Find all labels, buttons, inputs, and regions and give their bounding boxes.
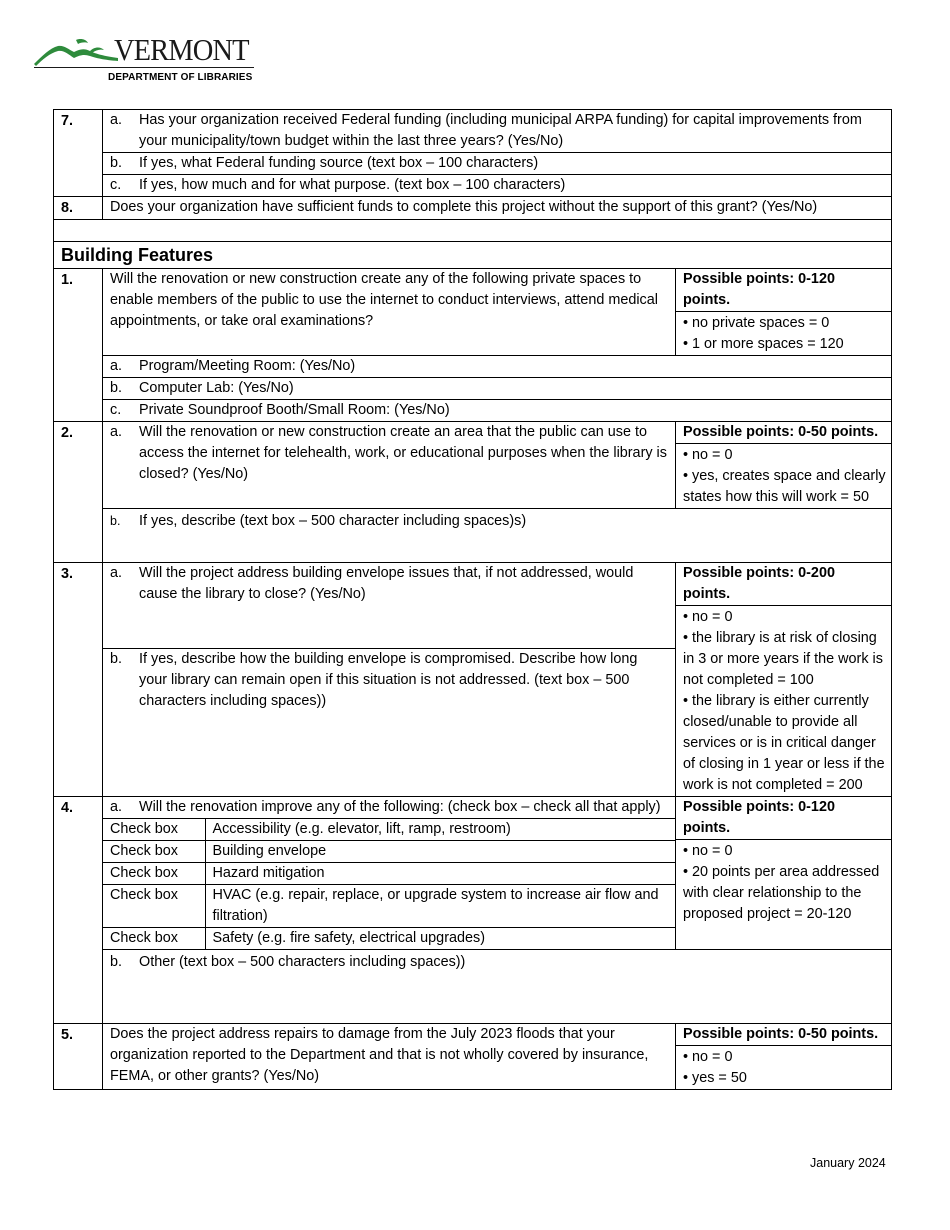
bf1-text: Will the renovation or new construction create any of the following private spaces to enable members of the public to use the internet to conduct interviews, attend medical appointments, or take oral examinations? <box>110 271 658 329</box>
bf4-b-letter: b. <box>110 954 123 970</box>
bf1-row-c <box>54 400 892 422</box>
bf4-check-label: Building envelope <box>205 841 675 863</box>
bf1-point: • 1 or more spaces = 120 <box>683 336 844 352</box>
bf1-points-body <box>676 312 891 355</box>
bf4-check-box[interactable]: Check box <box>103 928 205 950</box>
bf4-check-row <box>103 841 675 863</box>
logo-wordmark: VERMONT <box>114 32 249 67</box>
q7-a-text: Has your organization received Federal funding (including municipal ARPA funding) for capital improvements from your municipality/town budget within the last three years? (Yes/No) <box>139 112 862 149</box>
application-table <box>53 109 892 1090</box>
bf3-b-letter: b. <box>110 651 123 667</box>
bf4-check-box[interactable]: Check box <box>103 885 205 928</box>
bf2-a-letter: a. <box>110 424 123 440</box>
bf5-cell <box>103 1024 676 1090</box>
section-header-cell <box>54 242 892 269</box>
bf4-points-cell <box>676 797 892 950</box>
bf5-row <box>54 1024 892 1090</box>
bf2-b-text: If yes, describe (text box – 500 character including spaces)s) <box>139 513 527 529</box>
q7-a-cell <box>103 110 892 153</box>
q8-number: 8. <box>54 197 103 220</box>
page-header <box>34 30 264 90</box>
bf5-number: 5. <box>54 1024 103 1090</box>
bf4-check-row <box>103 885 675 928</box>
q7-row-a <box>54 110 892 153</box>
bf1-row-main <box>54 269 892 356</box>
spacer-row <box>54 220 892 242</box>
bf1-a-text: Program/Meeting Room: (Yes/No) <box>139 358 356 374</box>
bf2-a-cell[interactable] <box>103 422 676 509</box>
q7-b-letter: b. <box>110 155 123 171</box>
q7-row-c <box>54 175 892 197</box>
bf4-row-a <box>54 797 892 950</box>
bf1-b-letter: b. <box>110 380 123 396</box>
bf1-points-header: Possible points: 0-120 points. <box>676 269 891 312</box>
bf5-points-body <box>676 1046 891 1089</box>
bf4-b-cell[interactable] <box>103 950 892 1024</box>
bf2-number: 2. <box>54 422 103 563</box>
bf2-a-text: Will the renovation or new construction create an area that the public can use to access the internet for telehealth, work, or educational purposes when the library is closed? (Yes/No) <box>139 424 667 482</box>
section-title: Building Features <box>61 245 214 265</box>
bf1-row-a <box>54 356 892 378</box>
bf3-row-a <box>54 563 892 649</box>
q8-row <box>54 197 892 220</box>
bf5-points-header: Possible points: 0-50 points. <box>676 1024 891 1046</box>
q7-a-letter: a. <box>110 112 123 128</box>
bf4-check-box[interactable]: Check box <box>103 819 205 841</box>
bf1-point: • no private spaces = 0 <box>683 315 830 331</box>
bf2-b-letter: b. <box>110 514 121 528</box>
bf4-point: • no = 0 <box>683 843 733 859</box>
bf4-check-label: Hazard mitigation <box>205 863 675 885</box>
bf3-points-cell <box>676 563 892 797</box>
q8-cell <box>103 197 892 220</box>
q7-number: 7. <box>54 110 103 197</box>
q7-b-cell[interactable] <box>103 153 892 175</box>
section-header-row <box>54 242 892 269</box>
bf2-point: • no = 0 <box>683 447 733 463</box>
bf4-a-text: Will the renovation improve any of the following: (check box – check all that apply) <box>139 799 661 815</box>
bf1-question-cell <box>103 269 676 356</box>
bf4-point: • 20 points per area addressed with clear relationship to the proposed project = 20-120 <box>683 864 880 922</box>
bf5-point: • yes = 50 <box>683 1070 747 1086</box>
bf1-c-cell[interactable] <box>103 400 892 422</box>
bf4-check-row <box>103 819 675 841</box>
bf4-a-letter: a. <box>110 799 123 815</box>
bf3-points-body <box>676 606 891 796</box>
bf3-point: • no = 0 <box>683 609 733 625</box>
bf4-check-row <box>103 928 675 950</box>
bf4-check-label: HVAC (e.g. repair, replace, or upgrade system to increase air flow and filtration) <box>205 885 675 928</box>
bf1-number: 1. <box>54 269 103 422</box>
bf1-row-b <box>54 378 892 400</box>
logo-divider <box>34 67 254 68</box>
footer-date: January 2024 <box>810 1156 886 1170</box>
q7-c-text: If yes, how much and for what purpose. (text box – 100 characters) <box>139 177 566 193</box>
bf1-a-cell[interactable] <box>103 356 892 378</box>
bf4-check-row <box>103 863 675 885</box>
q7-row-b <box>54 153 892 175</box>
bf2-points-header: Possible points: 0-50 points. <box>676 422 891 444</box>
bf3-number: 3. <box>54 563 103 797</box>
bf5-text: Does the project address repairs to damage from the July 2023 floods that your organization reported to the Department and that is not wholly covered by insurance, FEMA, or other grants? (Yes/No) <box>110 1026 649 1084</box>
bf2-row-a <box>54 422 892 509</box>
bf3-b-cell[interactable] <box>103 649 676 797</box>
bf3-a-cell[interactable] <box>103 563 676 649</box>
bf4-points-header: Possible points: 0-120 points. <box>676 797 891 840</box>
bf5-point: • no = 0 <box>683 1049 733 1065</box>
bf1-a-letter: a. <box>110 358 123 374</box>
bf3-a-text: Will the project address building envelope issues that, if not addressed, would cause the library to close? (Yes/No) <box>139 565 634 602</box>
bf1-b-cell[interactable] <box>103 378 892 400</box>
bf2-points-cell <box>676 422 892 509</box>
bf2-b-cell[interactable] <box>103 509 892 563</box>
spacer-cell <box>54 220 892 242</box>
bf3-point: • the library is at risk of closing in 3 or more years if the work is not completed = 100 <box>683 630 883 688</box>
bf1-c-letter: c. <box>110 402 122 418</box>
bf1-b-text: Computer Lab: (Yes/No) <box>139 380 294 396</box>
bf3-points-header: Possible points: 0-200 points. <box>676 563 891 606</box>
bf4-check-label: Safety (e.g. fire safety, electrical upgrades) <box>205 928 675 950</box>
q7-c-cell[interactable] <box>103 175 892 197</box>
bf4-row-b <box>54 950 892 1024</box>
bf1-points-cell <box>676 269 892 356</box>
mountain-logo-icon <box>34 34 118 68</box>
bf5-points-cell <box>676 1024 892 1090</box>
bf4-b-text: Other (text box – 500 characters including spaces)) <box>139 954 466 970</box>
bf4-check-label: Accessibility (e.g. elevator, lift, ramp, restroom) <box>205 819 675 841</box>
bf3-b-text: If yes, describe how the building envelope is compromised. Describe how long your library can remain open if this situation is not addressed. (text box – 500 characters including spaces)) <box>139 651 638 709</box>
bf3-a-letter: a. <box>110 565 123 581</box>
bf4-check-box[interactable]: Check box <box>103 863 205 885</box>
bf4-checkbox-table <box>103 818 675 949</box>
q8-text: Does your organization have sufficient funds to complete this project without the support of this grant? (Yes/No) <box>110 199 818 215</box>
bf4-check-box[interactable]: Check box <box>103 841 205 863</box>
bf2-points-body <box>676 444 891 508</box>
q7-c-letter: c. <box>110 177 122 193</box>
bf3-point: • the library is either currently closed/unable to provide all services or is in critical danger of closing in 1 year or less if the work is not completed = 200 <box>683 693 885 793</box>
bf4-points-body <box>676 840 891 925</box>
bf2-point: • yes, creates space and clearly states how this will work = 50 <box>683 468 886 505</box>
bf2-row-b <box>54 509 892 563</box>
bf4-number: 4. <box>54 797 103 1024</box>
q7-b-text: If yes, what Federal funding source (text box – 100 characters) <box>139 155 539 171</box>
bf1-c-text: Private Soundproof Booth/Small Room: (Yes/No) <box>139 402 450 418</box>
department-name: DEPARTMENT OF LIBRARIES <box>108 72 253 83</box>
bf4-a-cell <box>103 797 676 950</box>
